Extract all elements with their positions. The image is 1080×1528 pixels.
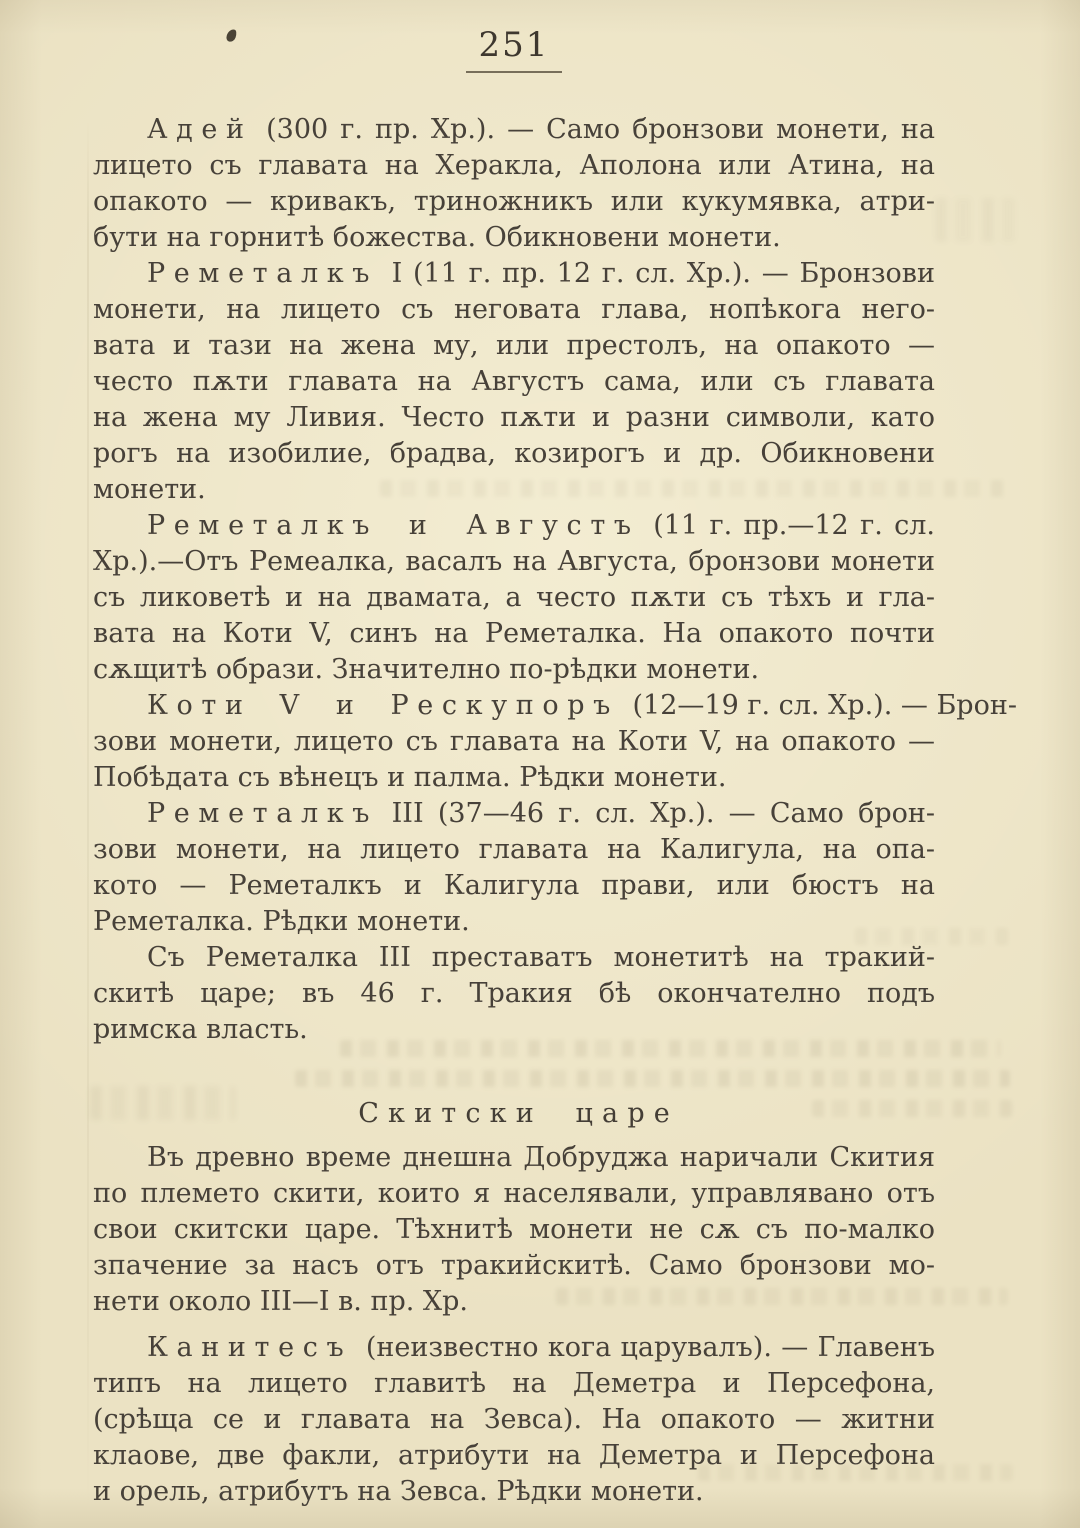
text-line: [93, 1176, 935, 1212]
entry-name: Коти V и Рескупоръ: [147, 690, 619, 721]
page-number: 251: [466, 28, 563, 73]
line-text: (11 г. пр.—12 г. сл.: [653, 510, 935, 541]
bleed-through-artifact: [935, 198, 1015, 242]
text-line: [93, 148, 935, 184]
line-text: монети.: [93, 474, 206, 505]
line-text: Съ Реметалка III преставатъ монетитѣ на тракий-: [147, 942, 935, 973]
text-line: [93, 184, 935, 220]
entry-name: Канитесъ: [147, 1332, 353, 1363]
page-header: [93, 25, 935, 73]
text-line: [93, 1366, 935, 1402]
text-line: [93, 1140, 935, 1176]
text-line: [93, 652, 935, 688]
bleed-through-artifact: [380, 480, 1005, 497]
line-text: клаове, две факли, атрибути на Деметра и Персефона: [93, 1440, 935, 1471]
text-line: [93, 976, 935, 1012]
line-text: III (37—46 г. сл. Хр.). — Само брон-: [391, 798, 935, 829]
text-line: [93, 1248, 935, 1284]
text-line: [93, 688, 1017, 724]
line-text: сѫщитѣ образи. Значително по-рѣдки монети.: [93, 654, 760, 685]
line-text: скитѣ царе; въ 46 г. Тракия бѣ окончателно подъ: [93, 978, 935, 1009]
text-line: [93, 904, 935, 940]
text-line: [93, 868, 935, 904]
line-text: на жена му Ливия. Често пѫти и разни символи, като: [93, 402, 935, 433]
text-line: [93, 580, 935, 616]
text-line: [93, 832, 935, 868]
text-line: [93, 940, 935, 976]
line-text: монети, на лицето съ неговата глава, нопѣкога него-: [93, 294, 935, 325]
line-text: (срѣща се и главата на Зевса). На опакото — житни: [93, 1404, 935, 1435]
line-text: по племето скити, които я населявали, управлявано отъ: [93, 1178, 935, 1209]
page-gutter-shadow: [87, 120, 89, 1515]
bleed-through-artifact: [556, 1288, 1008, 1305]
text-line: [93, 544, 935, 580]
paragraph-remetalk-i: [93, 256, 935, 508]
text-line: [93, 796, 935, 832]
line-text: опакото — кривакъ, триножникъ или кукумявка, атри-: [93, 186, 935, 217]
bleed-through-artifact: [295, 1070, 1010, 1087]
bleed-through-artifact: [698, 1464, 1013, 1481]
line-text: Побѣдата съ вѣнецъ и палма. Рѣдки монети.: [93, 762, 727, 793]
section-heading: Скитски царе: [358, 1098, 679, 1129]
text-line: [93, 112, 935, 148]
line-text: вата на Коти V, синъ на Реметалка. На опакото почти: [93, 618, 935, 649]
line-text: зпачение за насъ отъ тракийскитѣ. Само бронзови мо-: [93, 1250, 935, 1281]
line-text: Въ древно време днешна Добруджа наричали Скития: [147, 1142, 935, 1173]
text-line: [93, 400, 935, 436]
line-text: зови монети, лицето съ главата на Коти V, на опакото —: [93, 726, 935, 757]
line-text: римска власть.: [93, 1014, 308, 1045]
paragraph-koti-v-reskupor: [93, 688, 1017, 796]
paragraph-kanites: [93, 1330, 935, 1510]
paragraph-remetalk-iii: [93, 796, 935, 940]
text-line: [93, 256, 935, 292]
text-line: [93, 436, 935, 472]
entry-name: Реметалкъ: [147, 798, 379, 829]
text-line: [93, 328, 935, 364]
line-text: типъ на лицето главитѣ на Деметра и Персефона,: [93, 1368, 935, 1399]
line-text: нети около III—I в. пр. Хр.: [93, 1286, 469, 1317]
line-text: и орель, атрибутъ на Зевса. Рѣдки монети.: [93, 1476, 704, 1507]
paragraph-adei: [93, 112, 935, 256]
line-text: зови монети, на лицето главата на Калигула, на опа-: [93, 834, 935, 865]
line-text: вата и тази на жена му, или престолъ, на опакото —: [93, 330, 935, 361]
bleed-through-artifact: [812, 1100, 1012, 1117]
text-line: [93, 220, 935, 256]
paragraph-remetalk-and-august: [93, 508, 935, 688]
text-line: [93, 1330, 935, 1366]
entry-name: Реметалкъ: [147, 258, 379, 289]
line-text: I (11 г. пр. 12 г. сл. Хр.). — Бронзови: [391, 258, 935, 289]
text-line: [93, 760, 935, 796]
line-text: кото — Реметалкъ и Калигула прави, или бюстъ на: [93, 870, 935, 901]
bleed-through-artifact: [90, 1086, 235, 1120]
paragraph-end-of-thracian-kings: [93, 940, 935, 1048]
line-text: лицето съ главата на Херакла, Аполона или Атина, на: [93, 150, 935, 181]
line-text: рогъ на изобилие, брадва, козирогъ и др. Обикновени: [93, 438, 935, 469]
entry-name: Реметалкъ и Августъ: [147, 510, 640, 541]
text-line: [93, 364, 935, 400]
text-line: [93, 508, 935, 544]
text-line: [93, 292, 935, 328]
line-text: често пѫти главата на Августъ сама, или съ главата: [93, 366, 935, 397]
line-text: (неизвестно кога царувалъ). — Главенъ: [365, 1332, 935, 1363]
text-line: [93, 1402, 935, 1438]
line-text: бути на горнитѣ божества. Обикновени монети.: [93, 222, 781, 253]
entry-name: Адей: [147, 114, 253, 145]
line-text: (300 г. пр. Хр.). — Само бронзови монети, на: [266, 114, 935, 145]
line-text: свои скитски царе. Тѣхнитѣ монети не сѫ съ по-малко: [93, 1214, 935, 1245]
line-text: Реметалка. Рѣдки монети.: [93, 906, 470, 937]
text-line: [93, 1212, 935, 1248]
line-text: Хр.).—Отъ Ремеалка, васалъ на Августа, бронзови монети: [93, 546, 935, 577]
line-text: (12—19 г. сл. Хр.). — Брон-: [632, 690, 1017, 721]
text-line: [93, 616, 935, 652]
bleed-through-artifact: [855, 928, 1010, 945]
line-text: съ ликоветѣ и на двамата, а често пѫти съ тѣхъ и гла-: [93, 582, 935, 613]
text-line: [93, 724, 935, 760]
bleed-through-artifact: [340, 1040, 1000, 1057]
